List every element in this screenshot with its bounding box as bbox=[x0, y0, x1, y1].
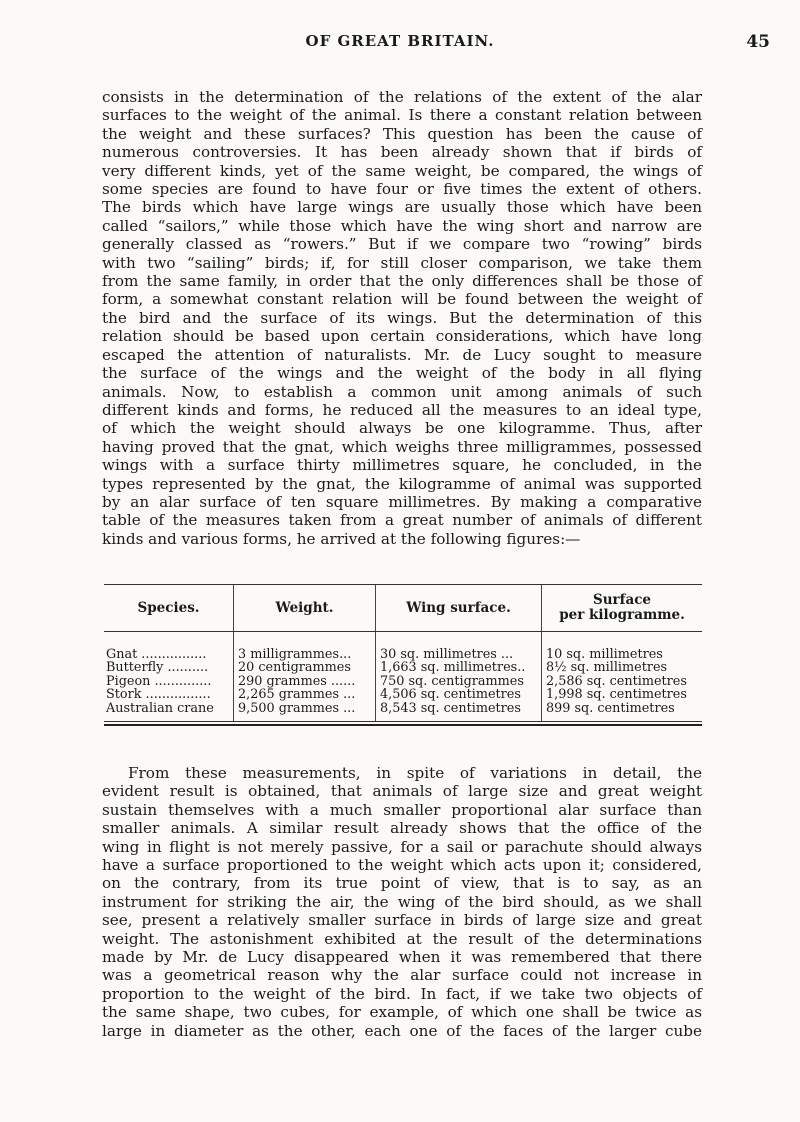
text-line: surfaces to the weight of the animal. Is there a constant relation between bbox=[102, 106, 702, 125]
cell-wing-surface: 4,506 sq. centimetres bbox=[380, 688, 521, 702]
text-line: some species are found to have four or five times the extent of others. bbox=[102, 180, 702, 199]
text-line: the same shape, two cubes, for example, of which one shall be twice as bbox=[102, 1003, 702, 1022]
text-line: called “sailors,” while those which have the wing short and narrow are bbox=[102, 216, 702, 235]
text-line: instrument for striking the air, the wing of the bird should, as we shall bbox=[102, 892, 702, 911]
text-line: the surface of the wings and the weight of the body in all flying bbox=[102, 364, 702, 383]
text-line: the weight and these surfaces? This question has been the cause of bbox=[102, 124, 702, 143]
text-line: From these measurements, in spite of variations in detail, the bbox=[128, 764, 702, 782]
header-surface-line1: Surface bbox=[592, 592, 652, 608]
text-line: types represented by the gnat, the kilogramme of animal was supported bbox=[102, 474, 702, 493]
table-body bbox=[104, 632, 702, 721]
cell-surface-per-kg: 2,586 sq. centimetres bbox=[546, 674, 687, 689]
cell-wing-surface: 30 sq. millimetres ... bbox=[380, 648, 514, 662]
cell-species: Gnat ................ bbox=[106, 648, 207, 662]
text-line: proportion to the weight of the bird. In fact, if we take two objects of bbox=[102, 984, 702, 1003]
text-line: wing in flight is not merely passive, for a sail or parachute should always bbox=[102, 837, 702, 856]
text-line: table of the measures taken from a great number of animals of different bbox=[102, 511, 702, 530]
text-line: form, a somewhat constant relation will be found between the weight of bbox=[102, 290, 702, 309]
column-surface-per-kg bbox=[542, 632, 702, 721]
text-line: different kinds and forms, he reduced all the measures to an ideal type, bbox=[102, 400, 702, 419]
text-line: numerous controversies. It has been already shown that if birds of bbox=[102, 143, 702, 162]
paragraph-1 bbox=[102, 88, 702, 548]
text-line: wings with a surface thirty millimetres square, he concluded, in the bbox=[102, 456, 702, 475]
data-table bbox=[104, 584, 702, 726]
text-line: on the contrary, from its true point of view, that is to say, as an bbox=[102, 874, 702, 893]
header-species: Species. bbox=[104, 585, 234, 631]
page-header bbox=[0, 32, 800, 56]
cell-weight: 9,500 grammes ... bbox=[238, 701, 356, 716]
text-line: generally classed as “rowers.” But if we compare two “rowing” birds bbox=[102, 235, 702, 254]
text-line: sustain themselves with a much smaller proportional alar surface than bbox=[102, 800, 702, 819]
cell-species: Pigeon .............. bbox=[106, 674, 212, 689]
text-line: animals. Now, to establish a common unit among animals of such bbox=[102, 382, 702, 401]
text-line: made by Mr. de Lucy disappeared when it was remembered that there bbox=[102, 948, 702, 967]
text-line: have a surface proportioned to the weight which acts upon it; considered, bbox=[102, 856, 702, 875]
cell-weight: 290 grammes ...... bbox=[238, 674, 356, 689]
cell-surface-per-kg: 1,998 sq. centimetres bbox=[546, 688, 687, 702]
text-line: evident result is obtained, that animals of large size and great weight bbox=[102, 782, 702, 801]
cell-species: Australian crane bbox=[106, 701, 214, 716]
text-line: very different kinds, yet of the same weight, be compared, the wings of bbox=[102, 161, 702, 180]
text-line: see, present a relatively smaller surface in birds of large size and great bbox=[102, 911, 702, 930]
cell-surface-per-kg: 10 sq. millimetres bbox=[546, 648, 663, 662]
text-line: smaller animals. A similar result already shows that the office of the bbox=[102, 819, 702, 838]
page-number: 45 bbox=[746, 32, 770, 52]
table-bottom-rule-thick bbox=[104, 724, 702, 726]
cell-surface-per-kg: 8½ sq. millimetres bbox=[546, 661, 668, 675]
text-line: large in diameter as the other, each one of the faces of the larger cube bbox=[102, 1021, 702, 1040]
column-wing-surface bbox=[376, 632, 542, 721]
text-line: the bird and the surface of its wings. But the determination of this bbox=[102, 308, 702, 327]
cell-weight: 20 centigrammes bbox=[238, 661, 351, 675]
text-line: by an alar surface of ten square millimetres. By making a comparative bbox=[102, 492, 702, 511]
text-line: consists in the determination of the relations of the extent of the alar bbox=[102, 88, 702, 106]
cell-weight: 3 milligrammes... bbox=[238, 648, 352, 662]
cell-wing-surface: 8,543 sq. centimetres bbox=[380, 701, 521, 716]
text-line: with two “sailing” birds; if, for still closer comparison, we take them bbox=[102, 253, 702, 272]
column-species bbox=[104, 632, 234, 721]
header-weight: Weight. bbox=[234, 585, 376, 631]
cell-wing-surface: 1,663 sq. millimetres.. bbox=[380, 661, 526, 675]
text-line: escaped the attention of naturalists. Mr. de Lucy sought to measure bbox=[102, 345, 702, 364]
cell-wing-surface: 750 sq. centigrammes bbox=[380, 674, 524, 689]
cell-species: Butterfly .......... bbox=[106, 661, 209, 675]
header-surface-line2: per kilogramme. bbox=[559, 607, 685, 623]
table-header bbox=[104, 585, 702, 631]
text-line: weight. The astonishment exhibited at the result of the determinations bbox=[102, 929, 702, 948]
table-bottom-rule-thin bbox=[104, 721, 702, 722]
text-line: was a geometrical reason why the alar surface could not increase in bbox=[102, 966, 702, 985]
text-line: having proved that the gnat, which weighs three milligrammes, possessed bbox=[102, 437, 702, 456]
cell-species: Stork ................ bbox=[106, 688, 211, 702]
cell-surface-per-kg: 899 sq. centimetres bbox=[546, 701, 675, 716]
header-wing-surface: Wing surface. bbox=[376, 585, 542, 631]
text-line: The birds which have large wings are usually those which have been bbox=[102, 198, 702, 217]
running-title: OF GREAT BRITAIN. bbox=[305, 32, 495, 50]
paragraph-2 bbox=[102, 764, 702, 1040]
text-line: from the same family, in order that the only differences shall be those of bbox=[102, 272, 702, 291]
text-line: kinds and various forms, he arrived at the following figures:— bbox=[102, 529, 581, 548]
table-bottom-rules bbox=[104, 721, 702, 726]
cell-weight: 2,265 grammes ... bbox=[238, 688, 356, 702]
text-line: of which the weight should always be one kilogramme. Thus, after bbox=[102, 419, 702, 438]
text-line: relation should be based upon certain considerations, which have long bbox=[102, 327, 702, 346]
header-surface-per-kg bbox=[542, 585, 702, 631]
column-weight bbox=[234, 632, 376, 721]
